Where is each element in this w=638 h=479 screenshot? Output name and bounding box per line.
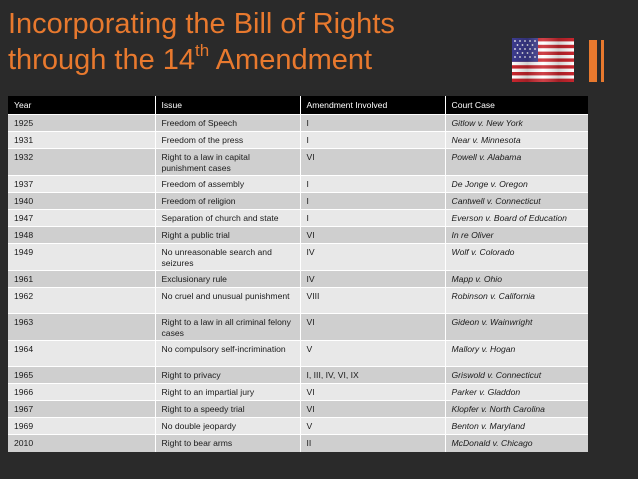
cell-amendment: I	[300, 210, 445, 227]
cell-year: 1969	[8, 418, 155, 435]
cell-court-case: McDonald v. Chicago	[445, 435, 588, 452]
cell-amendment: V	[300, 341, 445, 367]
cell-year: 1932	[8, 149, 155, 176]
table-row	[8, 314, 588, 341]
cell-court-case: Parker v. Gladdon	[445, 384, 588, 401]
cell-amendment: I	[300, 115, 445, 132]
cell-court-case: Klopfer v. North Carolina	[445, 401, 588, 418]
cell-amendment: IV	[300, 244, 445, 271]
cell-issue: No compulsory self-incrimination	[155, 341, 300, 367]
cell-amendment: VI	[300, 384, 445, 401]
header-court-case: Court Case	[445, 96, 588, 115]
cell-year: 1937	[8, 176, 155, 193]
table-header-row	[8, 96, 588, 115]
cell-issue: No double jeopardy	[155, 418, 300, 435]
cell-issue: No unreasonable search and seizures	[155, 244, 300, 271]
cell-issue: Freedom of assembly	[155, 176, 300, 193]
table-row	[8, 401, 588, 418]
table-row	[8, 176, 588, 193]
cell-year: 1961	[8, 271, 155, 288]
title-line-1: Incorporating the Bill of Rights	[8, 8, 395, 40]
cell-amendment: VI	[300, 149, 445, 176]
cell-amendment: IV	[300, 271, 445, 288]
title-line-2-pre: through the 14	[8, 44, 196, 76]
cell-court-case: Everson v. Board of Education	[445, 210, 588, 227]
cell-court-case: Benton v. Maryland	[445, 418, 588, 435]
cell-year: 1940	[8, 193, 155, 210]
header-year: Year	[8, 96, 155, 115]
cell-issue: Right to privacy	[155, 367, 300, 384]
cell-court-case: In re Oliver	[445, 227, 588, 244]
cell-amendment: VI	[300, 401, 445, 418]
cell-year: 1925	[8, 115, 155, 132]
cell-amendment: II	[300, 435, 445, 452]
table-row	[8, 367, 588, 384]
cell-amendment: I	[300, 193, 445, 210]
us-flag-icon	[512, 38, 574, 82]
cell-court-case: Gitlow v. New York	[445, 115, 588, 132]
table-row	[8, 115, 588, 132]
cell-issue: Right to a speedy trial	[155, 401, 300, 418]
table-row	[8, 149, 588, 176]
table-row	[8, 193, 588, 210]
table-row	[8, 210, 588, 227]
slide-title	[8, 6, 478, 78]
title-line-2-post: Amendment	[209, 44, 373, 76]
cell-court-case: Near v. Minnesota	[445, 132, 588, 149]
cell-court-case: Griswold v. Connecticut	[445, 367, 588, 384]
cell-year: 1963	[8, 314, 155, 341]
cell-year: 1948	[8, 227, 155, 244]
cell-court-case: Gideon v. Wainwright	[445, 314, 588, 341]
cell-year: 1966	[8, 384, 155, 401]
cell-issue: No cruel and unusual punishment	[155, 288, 300, 314]
cell-court-case: Robinson v. California	[445, 288, 588, 314]
cell-amendment: VI	[300, 227, 445, 244]
cell-court-case: Mapp v. Ohio	[445, 271, 588, 288]
cell-year: 1947	[8, 210, 155, 227]
table-row	[8, 132, 588, 149]
cell-amendment: I	[300, 132, 445, 149]
header-issue: Issue	[155, 96, 300, 115]
cell-year: 1964	[8, 341, 155, 367]
table-row	[8, 341, 588, 367]
table-body	[8, 115, 588, 452]
cell-year: 1949	[8, 244, 155, 271]
cell-court-case: Wolf v. Colorado	[445, 244, 588, 271]
cell-issue: Freedom of Speech	[155, 115, 300, 132]
table-row	[8, 227, 588, 244]
cell-year: 2010	[8, 435, 155, 452]
cell-court-case: Cantwell v. Connecticut	[445, 193, 588, 210]
cell-year: 1967	[8, 401, 155, 418]
incorporation-table	[8, 96, 588, 452]
cell-court-case: Powell v. Alabama	[445, 149, 588, 176]
cell-amendment: VI	[300, 314, 445, 341]
cell-amendment: I, III, IV, VI, IX	[300, 367, 445, 384]
cell-court-case: Mallory v. Hogan	[445, 341, 588, 367]
cell-issue: Right to a law in all criminal felony cases	[155, 314, 300, 341]
cell-year: 1965	[8, 367, 155, 384]
cell-court-case: De Jonge v. Oregon	[445, 176, 588, 193]
cell-issue: Exclusionary rule	[155, 271, 300, 288]
cell-amendment: I	[300, 176, 445, 193]
cell-issue: Freedom of the press	[155, 132, 300, 149]
table-row	[8, 435, 588, 452]
cell-issue: Separation of church and state	[155, 210, 300, 227]
cell-issue: Right to a law in capital punishment cases	[155, 149, 300, 176]
cell-issue: Right to an impartial jury	[155, 384, 300, 401]
cell-issue: Right a public trial	[155, 227, 300, 244]
cell-year: 1962	[8, 288, 155, 314]
cell-amendment: VIII	[300, 288, 445, 314]
cell-year: 1931	[8, 132, 155, 149]
cell-issue: Right to bear arms	[155, 435, 300, 452]
table-row	[8, 244, 588, 271]
table-row	[8, 288, 588, 314]
title-superscript: th	[195, 41, 210, 61]
header-amendment: Amendment Involved	[300, 96, 445, 115]
accent-bar-thick	[589, 40, 597, 82]
table-row	[8, 384, 588, 401]
accent-bar-thin	[601, 40, 604, 82]
cell-issue: Freedom of religion	[155, 193, 300, 210]
table-row	[8, 271, 588, 288]
cell-amendment: V	[300, 418, 445, 435]
table-row	[8, 418, 588, 435]
